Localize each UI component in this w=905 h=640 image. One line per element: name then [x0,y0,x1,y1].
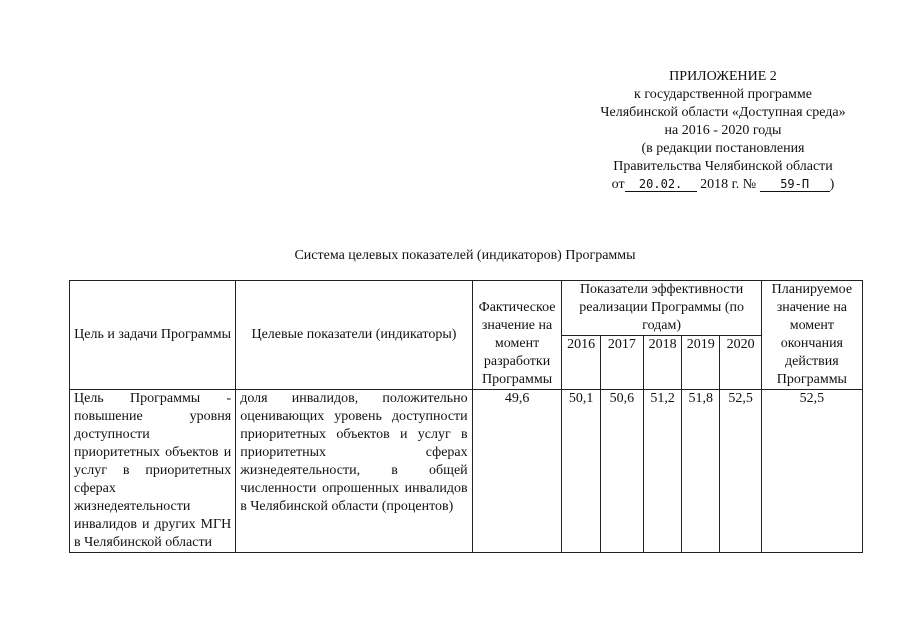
header-actual-value: Фактическое значение на момент разработки Программы [472,281,562,390]
header-effectiveness: Показатели эффективности реализации Программы (по годам) [562,281,761,336]
indicator-cell: доля инвалидов, положительно оценивающих уровень доступности приоритетных объектов и услуг в приоритетных сферах жизнедеятельности, в общей численности опрошенных инвалидов в Челябинской области (процентов) [236,390,472,553]
approval-middle: 2018 г. № [700,177,757,192]
header-year-2018: 2018 [644,336,682,390]
indicators-table [69,280,863,553]
table-title: Система целевых показателей (индикаторов) Программы [294,248,636,263]
table-row [70,390,863,553]
goal-cell: Цель Программы - повышение уровня доступности приоритетных объектов и услуг в приоритетных сферах жизнедеятельности инвалидов и других МГН в Челябинской области [70,390,236,553]
appendix-title: ПРИЛОЖЕНИЕ 2 [669,69,777,84]
value-2020-cell: 52,5 [720,390,761,553]
approval-date: 20.02. [625,177,697,192]
header-year-2017: 2017 [600,336,643,390]
appendix-line-program: к государственной программе [634,87,812,102]
appendix-line-program-name: Челябинской области «Доступная среда» [600,105,846,120]
planned-value-cell: 52,5 [761,390,862,553]
approval-line [568,176,878,194]
approval-number: 59-П [760,177,830,192]
value-2017-cell: 50,6 [600,390,643,553]
header-year-2016: 2016 [562,336,600,390]
value-2019-cell: 51,8 [682,390,720,553]
appendix-line-government: Правительства Челябинской области [613,159,833,174]
appendix-line-revision: (в редакции постановления [641,141,805,156]
approval-prefix: от [611,177,625,192]
header-indicators: Целевые показатели (индикаторы) [236,281,472,390]
header-year-2019: 2019 [682,336,720,390]
header-row [70,281,863,336]
actual-value-cell: 49,6 [472,390,562,553]
header-goal: Цель и задачи Программы [70,281,236,390]
appendix-line-period: на 2016 - 2020 годы [664,123,782,138]
value-2016-cell: 50,1 [562,390,600,553]
approval-suffix: ) [829,177,835,192]
value-2018-cell: 51,2 [644,390,682,553]
header-year-2020: 2020 [720,336,761,390]
header-planned-value: Планируемое значение на момент окончания действия Программы [761,281,862,390]
appendix-header [568,68,878,194]
